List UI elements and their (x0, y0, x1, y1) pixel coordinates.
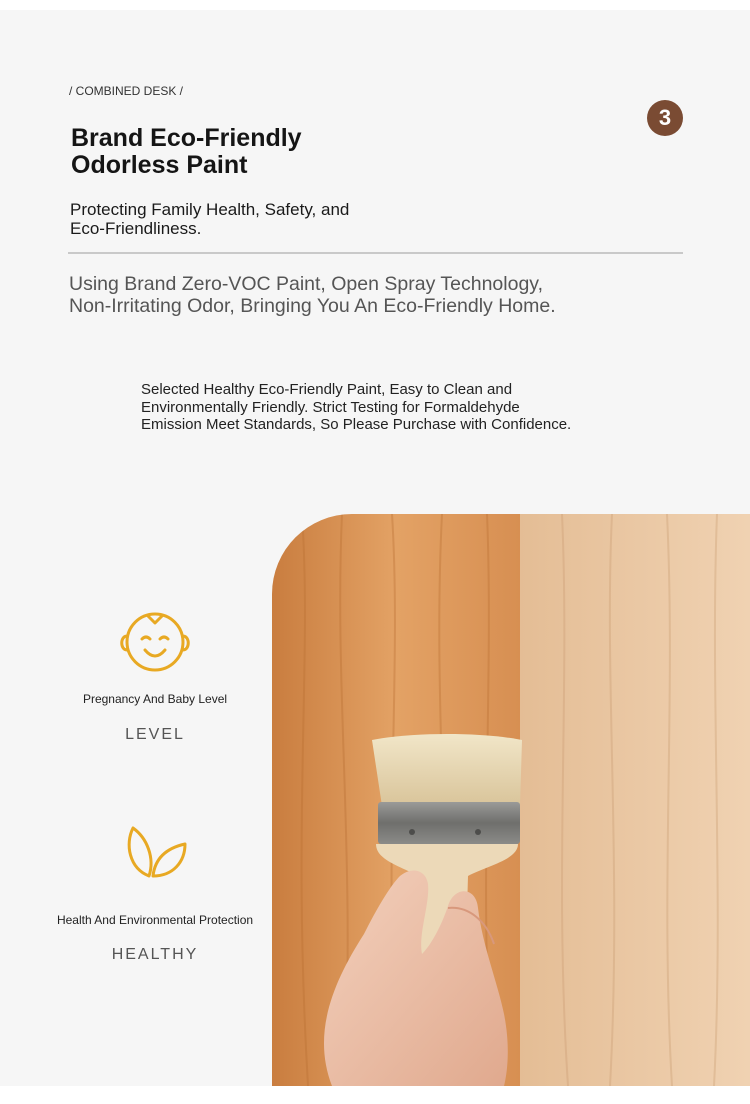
body-line-2: Environmentally Friendly. Strict Testing for Formaldehyde (141, 398, 520, 416)
feature-tag: LEVEL (125, 726, 185, 743)
feature-healthy (40, 822, 270, 972)
bottom-band (0, 1086, 750, 1104)
top-band (0, 0, 750, 10)
subtitle (70, 200, 390, 238)
page-title (71, 125, 401, 179)
body-line-1: Selected Healthy Eco-Friendly Paint, Easy to Clean and (141, 381, 513, 398)
product-photo (272, 514, 750, 1086)
body-paragraph (141, 381, 611, 434)
eyebrow-label: / COMBINED DESK / (69, 84, 184, 98)
body-line-3: Emission Meet Standards, So Please Purchase with Confidence. (141, 416, 572, 433)
title-line-1: Brand Eco-Friendly (71, 124, 302, 152)
paintbrush-on-wood-image (272, 514, 750, 1086)
subtitle-line-2: Eco-Friendliness. (70, 219, 202, 238)
lead-line-1: Using Brand Zero-VOC Paint, Open Spray Technology, (69, 273, 544, 295)
divider (68, 252, 683, 254)
title-line-2: Odorless Paint (71, 151, 248, 179)
lead-line-2: Non-Irritating Odor, Bringing You An Eco-Friendly Home. (69, 295, 556, 317)
leaf-icon (115, 822, 195, 892)
step-number-badge: 3 (647, 100, 683, 136)
lead-paragraph (69, 273, 629, 317)
feature-tag: HEALTHY (111, 946, 199, 963)
baby-face-icon (115, 606, 195, 676)
feature-baby-level (40, 606, 270, 756)
subtitle-line-1: Protecting Family Health, Safety, and (70, 200, 350, 219)
feature-title: Pregnancy And Baby Level (82, 692, 228, 706)
feature-title: Health And Environmental Protection (56, 913, 254, 927)
